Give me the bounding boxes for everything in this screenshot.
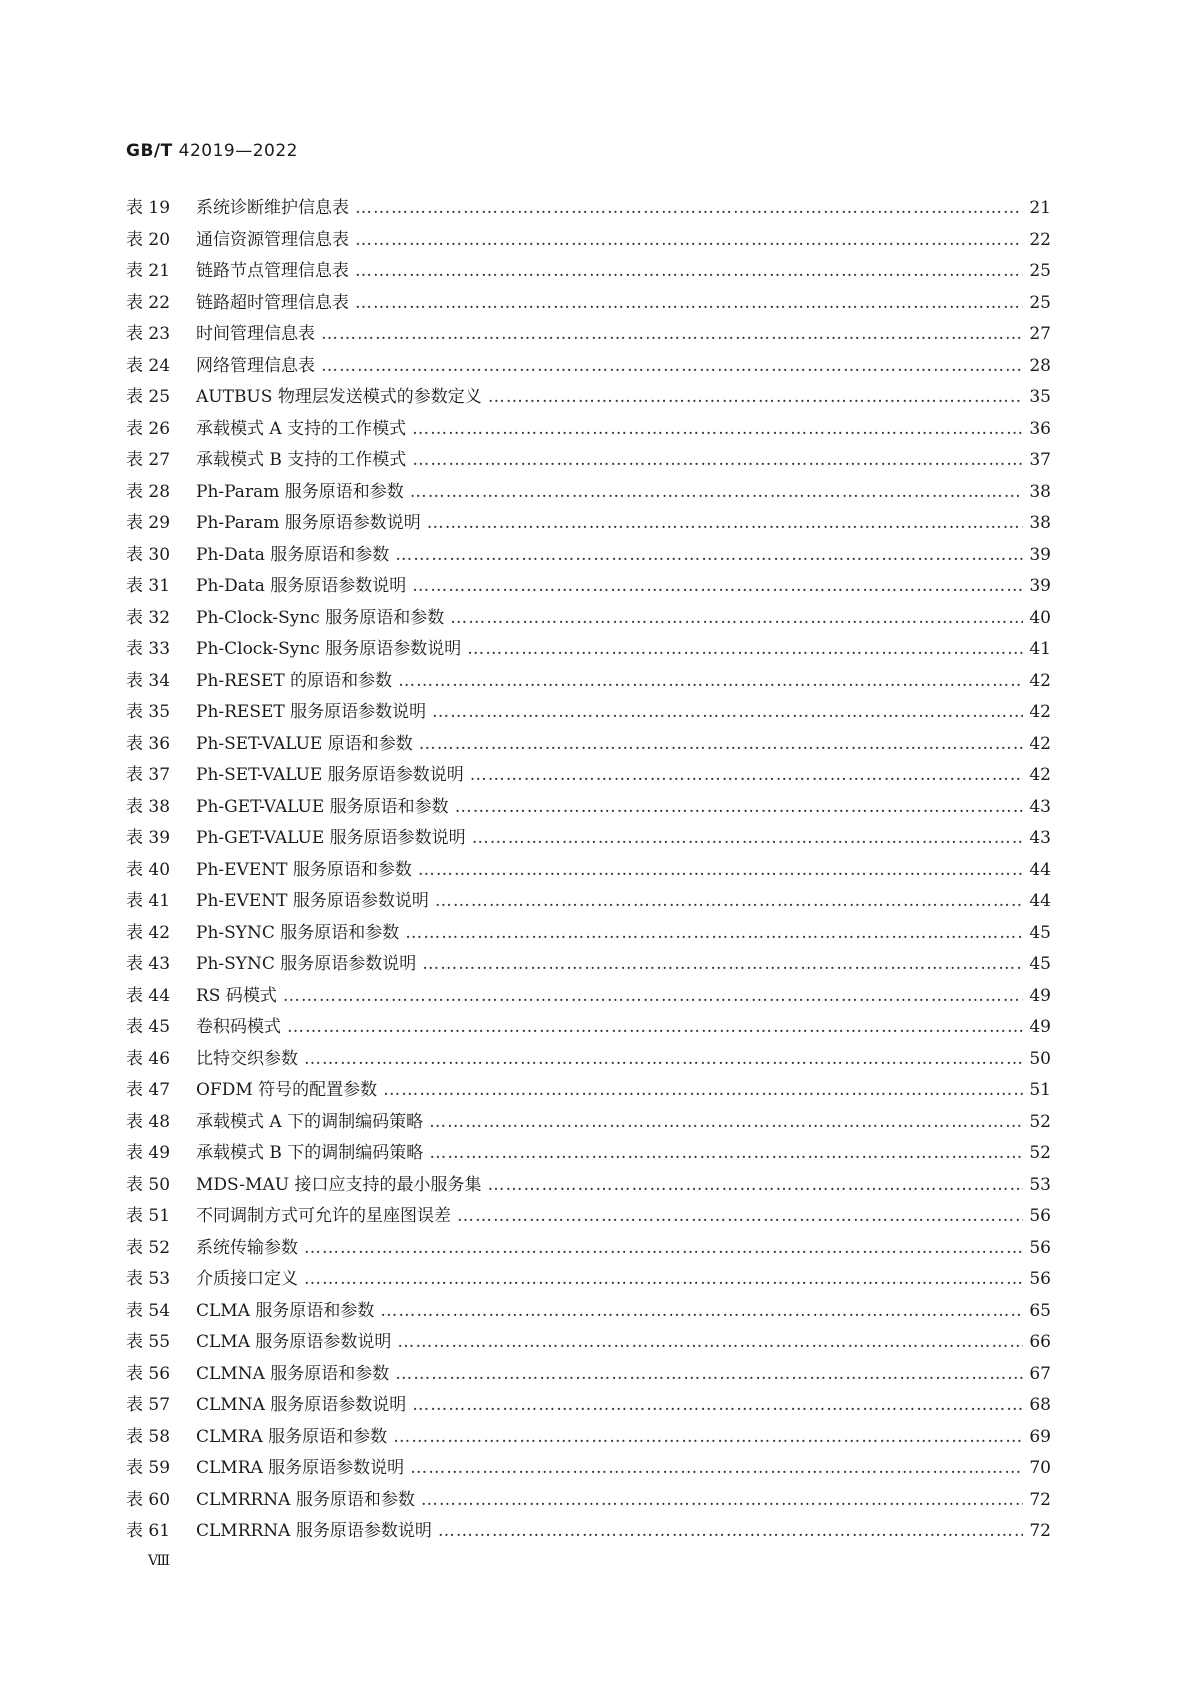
- toc-entry[interactable]: [126, 288, 1051, 320]
- toc-page-number: 45: [1029, 954, 1051, 974]
- toc-leader-dots: [395, 540, 1023, 572]
- toc-entry[interactable]: [126, 382, 1051, 414]
- toc-entry[interactable]: [126, 1201, 1051, 1233]
- toc-page-number: 44: [1029, 859, 1051, 880]
- toc-entry[interactable]: [126, 351, 1051, 383]
- toc-table-number: 表 30: [126, 544, 171, 565]
- toc-table-title: Ph-SET-VALUE 服务原语参数说明: [196, 765, 464, 785]
- toc-table-number: 表 19: [126, 198, 171, 218]
- toc-leader-dots: [412, 445, 1023, 477]
- toc-table-title: 承载模式 A 支持的工作模式: [196, 418, 407, 439]
- toc-table-title: RS 码模式: [196, 985, 277, 1006]
- toc-page-number: 42: [1029, 702, 1051, 722]
- toc-table-title: CLMA 服务原语参数说明: [196, 1332, 392, 1352]
- toc-page-number: 22: [1029, 229, 1051, 250]
- toc-entry[interactable]: [126, 1327, 1051, 1359]
- toc-entry[interactable]: [126, 225, 1051, 257]
- toc-table-number: 表 37: [126, 765, 171, 785]
- toc-table-title: CLMNA 服务原语参数说明: [196, 1395, 407, 1415]
- toc-page-number: 45: [1029, 922, 1051, 943]
- toc-table-number: 表 60: [126, 1489, 171, 1510]
- toc-table-number: 表 52: [126, 1237, 171, 1258]
- toc-leader-dots: [410, 477, 1024, 509]
- standard-code: GB/T: [126, 141, 173, 161]
- toc-page-number: 25: [1029, 261, 1051, 281]
- toc-table-title: 链路超时管理信息表: [196, 292, 349, 313]
- toc-entry[interactable]: [126, 666, 1051, 698]
- toc-leader-dots: [283, 981, 1024, 1013]
- toc-table-number: 表 49: [126, 1143, 171, 1163]
- toc-table-title: CLMA 服务原语和参数: [196, 1300, 375, 1321]
- table-list: [126, 193, 1051, 1548]
- toc-table-number: 表 55: [126, 1332, 171, 1352]
- toc-table-number: 表 20: [126, 229, 171, 250]
- toc-page-number: 52: [1029, 1143, 1051, 1163]
- toc-table-number: 表 59: [126, 1458, 171, 1478]
- toc-entry[interactable]: [126, 256, 1051, 288]
- toc-page-number: 65: [1029, 1300, 1051, 1321]
- toc-leader-dots: [405, 918, 1023, 950]
- toc-entry[interactable]: [126, 1170, 1051, 1202]
- toc-page-number: 25: [1029, 292, 1051, 313]
- toc-table-number: 表 31: [126, 576, 171, 596]
- toc-entry[interactable]: [126, 1264, 1051, 1296]
- toc-table-title: Ph-SYNC 服务原语和参数: [196, 922, 400, 943]
- toc-table-title: 时间管理信息表: [196, 324, 315, 344]
- toc-entry[interactable]: [126, 1138, 1051, 1170]
- toc-page-number: 70: [1029, 1458, 1051, 1478]
- toc-table-number: 表 58: [126, 1426, 171, 1447]
- toc-leader-dots: [304, 1264, 1023, 1296]
- toc-entry[interactable]: [126, 918, 1051, 950]
- toc-entry[interactable]: [126, 760, 1051, 792]
- toc-entry[interactable]: [126, 634, 1051, 666]
- toc-entry[interactable]: [126, 1359, 1051, 1391]
- toc-page-number: 44: [1029, 891, 1051, 911]
- toc-leader-dots: [412, 1390, 1023, 1422]
- standard-number: 42019—2022: [178, 141, 298, 161]
- toc-table-title: 不同调制方式可允许的星座图误差: [196, 1206, 451, 1226]
- toc-page-number: 56: [1029, 1237, 1051, 1258]
- toc-table-title: OFDM 符号的配置参数: [196, 1080, 378, 1100]
- toc-leader-dots: [355, 256, 1023, 288]
- toc-table-title: 卷积码模式: [196, 1017, 281, 1037]
- toc-table-number: 表 33: [126, 639, 171, 659]
- toc-leader-dots: [355, 193, 1023, 225]
- toc-entry[interactable]: [126, 729, 1051, 761]
- toc-table-number: 表 22: [126, 292, 171, 313]
- toc-leader-dots: [393, 1422, 1023, 1454]
- toc-table-title: Ph-EVENT 服务原语和参数: [196, 859, 412, 880]
- toc-entry[interactable]: [126, 1075, 1051, 1107]
- toc-table-number: 表 27: [126, 450, 171, 470]
- toc-table-title: Ph-GET-VALUE 服务原语和参数: [196, 796, 449, 817]
- toc-page-number: 27: [1029, 324, 1051, 344]
- toc-entry[interactable]: [126, 981, 1051, 1013]
- toc-table-title: Ph-Param 服务原语参数说明: [196, 513, 421, 533]
- toc-page-number: 72: [1029, 1521, 1051, 1541]
- toc-entry[interactable]: [126, 414, 1051, 446]
- toc-leader-dots: [488, 382, 1024, 414]
- toc-table-number: 表 34: [126, 670, 171, 691]
- toc-entry[interactable]: [126, 540, 1051, 572]
- toc-leader-dots: [412, 414, 1023, 446]
- toc-page-number: 38: [1029, 481, 1051, 502]
- toc-page-number: 56: [1029, 1269, 1051, 1289]
- toc-page-number: 42: [1029, 670, 1051, 691]
- toc-entry[interactable]: [126, 508, 1051, 540]
- toc-table-number: 表 29: [126, 513, 171, 533]
- toc-leader-dots: [455, 792, 1024, 824]
- toc-page-number: 68: [1029, 1395, 1051, 1415]
- toc-table-number: 表 46: [126, 1048, 171, 1069]
- toc-table-title: CLMRA 服务原语参数说明: [196, 1458, 405, 1478]
- toc-leader-dots: [304, 1233, 1023, 1265]
- toc-entry[interactable]: [126, 855, 1051, 887]
- document-header: [126, 141, 298, 161]
- toc-table-title: Ph-EVENT 服务原语参数说明: [196, 891, 429, 911]
- toc-page-number: 43: [1029, 828, 1051, 848]
- toc-table-title: MDS-MAU 接口应支持的最小服务集: [196, 1174, 482, 1195]
- toc-table-number: 表 50: [126, 1174, 171, 1195]
- toc-table-title: Ph-Clock-Sync 服务原语参数说明: [196, 639, 462, 659]
- toc-page-number: 36: [1029, 418, 1051, 439]
- toc-table-title: Ph-SYNC 服务原语参数说明: [196, 954, 417, 974]
- toc-table-title: 承载模式 B 下的调制编码策略: [196, 1143, 424, 1163]
- toc-table-number: 表 39: [126, 828, 171, 848]
- toc-page-number: 40: [1029, 607, 1051, 628]
- toc-entry[interactable]: [126, 949, 1051, 981]
- toc-page-number: 39: [1029, 544, 1051, 565]
- toc-leader-dots: [304, 1044, 1023, 1076]
- toc-leader-dots: [470, 760, 1024, 792]
- toc-leader-dots: [421, 1485, 1024, 1517]
- toc-table-title: Ph-Data 服务原语和参数: [196, 544, 390, 565]
- toc-table-number: 表 42: [126, 922, 171, 943]
- toc-leader-dots: [321, 319, 1023, 351]
- toc-leader-dots: [287, 1012, 1023, 1044]
- toc-table-number: 表 57: [126, 1395, 171, 1415]
- toc-entry[interactable]: [126, 1296, 1051, 1328]
- toc-page-number: 21: [1029, 198, 1051, 218]
- page-number: Ⅷ: [148, 1553, 171, 1569]
- toc-entry[interactable]: [126, 319, 1051, 351]
- toc-leader-dots: [435, 886, 1024, 918]
- toc-table-title: 介质接口定义: [196, 1269, 298, 1289]
- toc-table-number: 表 51: [126, 1206, 171, 1226]
- toc-table-number: 表 32: [126, 607, 171, 628]
- toc-entry[interactable]: [126, 792, 1051, 824]
- toc-leader-dots: [429, 1107, 1023, 1139]
- toc-page-number: 67: [1029, 1363, 1051, 1384]
- toc-leader-dots: [418, 855, 1024, 887]
- toc-leader-dots: [380, 1296, 1023, 1328]
- toc-table-number: 表 44: [126, 985, 171, 1006]
- toc-table-number: 表 21: [126, 261, 171, 281]
- toc-entry[interactable]: [126, 477, 1051, 509]
- toc-table-number: 表 40: [126, 859, 171, 880]
- toc-page-number: 51: [1029, 1080, 1051, 1100]
- toc-table-title: 系统诊断维护信息表: [196, 198, 349, 218]
- toc-page-number: 42: [1029, 765, 1051, 785]
- toc-page-number: 66: [1029, 1332, 1051, 1352]
- toc-page-number: 49: [1029, 1017, 1051, 1037]
- toc-leader-dots: [321, 351, 1023, 383]
- toc-entry[interactable]: [126, 886, 1051, 918]
- toc-leader-dots: [419, 729, 1024, 761]
- toc-table-number: 表 48: [126, 1111, 171, 1132]
- toc-leader-dots: [472, 823, 1024, 855]
- toc-page-number: 53: [1029, 1174, 1051, 1195]
- toc-entry[interactable]: [126, 1422, 1051, 1454]
- toc-table-number: 表 41: [126, 891, 171, 911]
- toc-page-number: 37: [1029, 450, 1051, 470]
- toc-table-title: Ph-SET-VALUE 原语和参数: [196, 733, 413, 754]
- toc-table-title: Ph-RESET 服务原语参数说明: [196, 702, 427, 722]
- toc-page-number: 28: [1029, 355, 1051, 376]
- toc-leader-dots: [450, 603, 1023, 635]
- toc-page-number: 41: [1029, 639, 1051, 659]
- toc-leader-dots: [422, 949, 1023, 981]
- toc-leader-dots: [427, 508, 1024, 540]
- toc-table-title: Ph-Data 服务原语参数说明: [196, 576, 407, 596]
- toc-table-number: 表 56: [126, 1363, 171, 1384]
- toc-table-number: 表 61: [126, 1521, 171, 1541]
- toc-entry[interactable]: [126, 697, 1051, 729]
- toc-entry[interactable]: [126, 603, 1051, 635]
- toc-page-number: 52: [1029, 1111, 1051, 1132]
- toc-table-title: Ph-Clock-Sync 服务原语和参数: [196, 607, 445, 628]
- toc-leader-dots: [398, 666, 1023, 698]
- toc-table-title: 链路节点管理信息表: [196, 261, 349, 281]
- toc-leader-dots: [410, 1453, 1023, 1485]
- toc-table-number: 表 54: [126, 1300, 171, 1321]
- toc-table-number: 表 53: [126, 1269, 171, 1289]
- toc-table-title: CLMRRNA 服务原语和参数: [196, 1489, 415, 1510]
- toc-table-title: 承载模式 B 支持的工作模式: [196, 450, 407, 470]
- toc-table-title: 网络管理信息表: [196, 355, 315, 376]
- toc-table-number: 表 38: [126, 796, 171, 817]
- toc-table-title: 承载模式 A 下的调制编码策略: [196, 1111, 424, 1132]
- toc-entry[interactable]: [126, 445, 1051, 477]
- toc-entry[interactable]: [126, 1233, 1051, 1265]
- toc-entry[interactable]: [126, 1044, 1051, 1076]
- toc-table-title: Ph-GET-VALUE 服务原语参数说明: [196, 828, 466, 848]
- toc-leader-dots: [487, 1170, 1023, 1202]
- toc-entry[interactable]: [126, 193, 1051, 225]
- toc-leader-dots: [412, 571, 1023, 603]
- toc-table-number: 表 47: [126, 1080, 171, 1100]
- toc-table-title: Ph-RESET 的原语和参数: [196, 670, 393, 691]
- toc-table-title: 通信资源管理信息表: [196, 229, 349, 250]
- toc-page-number: 38: [1029, 513, 1051, 533]
- toc-table-number: 表 25: [126, 387, 171, 407]
- toc-table-title: CLMRRNA 服务原语参数说明: [196, 1521, 432, 1541]
- toc-table-number: 表 35: [126, 702, 171, 722]
- toc-table-number: 表 45: [126, 1017, 171, 1037]
- toc-leader-dots: [432, 697, 1023, 729]
- toc-leader-dots: [355, 288, 1023, 320]
- toc-page-number: 56: [1029, 1206, 1051, 1226]
- toc-entry[interactable]: [126, 1485, 1051, 1517]
- toc-leader-dots: [355, 225, 1023, 257]
- toc-table-title: AUTBUS 物理层发送模式的参数定义: [196, 387, 482, 407]
- toc-page-number: 39: [1029, 576, 1051, 596]
- toc-entry[interactable]: [126, 823, 1051, 855]
- toc-entry[interactable]: [126, 1390, 1051, 1422]
- toc-entry[interactable]: [126, 1453, 1051, 1485]
- toc-page-number: 49: [1029, 985, 1051, 1006]
- toc-page-number: 50: [1029, 1048, 1051, 1069]
- toc-leader-dots: [467, 634, 1023, 666]
- toc-entry[interactable]: [126, 1012, 1051, 1044]
- toc-page-number: 35: [1029, 387, 1051, 407]
- toc-leader-dots: [395, 1359, 1023, 1391]
- toc-page-number: 43: [1029, 796, 1051, 817]
- toc-table-number: 表 36: [126, 733, 171, 754]
- toc-leader-dots: [438, 1516, 1024, 1548]
- toc-page-number: 42: [1029, 733, 1051, 754]
- toc-page-number: 72: [1029, 1489, 1051, 1510]
- toc-table-number: 表 23: [126, 324, 171, 344]
- toc-table-number: 表 26: [126, 418, 171, 439]
- toc-table-title: 比特交织参数: [196, 1048, 298, 1069]
- toc-leader-dots: [397, 1327, 1023, 1359]
- toc-leader-dots: [383, 1075, 1023, 1107]
- toc-leader-dots: [457, 1201, 1023, 1233]
- toc-table-title: Ph-Param 服务原语和参数: [196, 481, 404, 502]
- toc-entry[interactable]: [126, 571, 1051, 603]
- toc-table-number: 表 28: [126, 481, 171, 502]
- toc-table-title: 系统传输参数: [196, 1237, 298, 1258]
- toc-entry[interactable]: [126, 1516, 1051, 1548]
- toc-table-title: CLMRA 服务原语和参数: [196, 1426, 388, 1447]
- toc-leader-dots: [429, 1138, 1023, 1170]
- toc-table-number: 表 24: [126, 355, 171, 376]
- toc-table-number: 表 43: [126, 954, 171, 974]
- toc-table-title: CLMNA 服务原语和参数: [196, 1363, 390, 1384]
- toc-entry[interactable]: [126, 1107, 1051, 1139]
- toc-page-number: 69: [1029, 1426, 1051, 1447]
